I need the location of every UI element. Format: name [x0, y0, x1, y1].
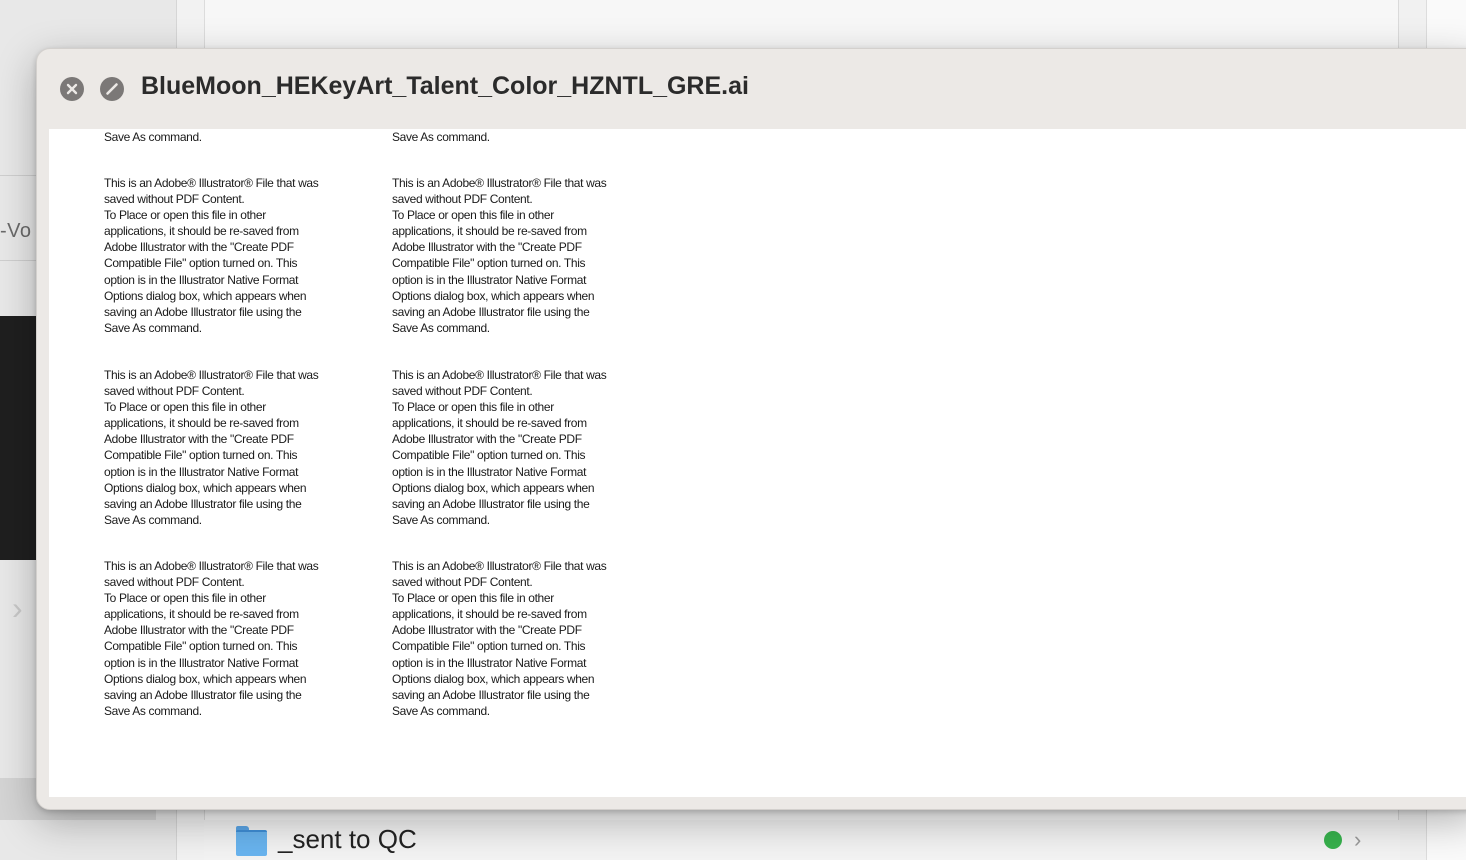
document-preview: [49, 129, 1466, 797]
text-line: Save As command.: [104, 130, 202, 144]
text-line: saved without PDF Content.: [104, 192, 245, 207]
text-line: Options dialog box, which appears when: [392, 288, 595, 303]
folder-name[interactable]: _sent to QC: [278, 824, 417, 854]
text-line: Compatible File" option turned on. This: [392, 639, 586, 654]
quicklook-titlebar[interactable]: [37, 49, 1466, 129]
close-button[interactable]: [60, 77, 84, 101]
text-line: Options dialog box, which appears when: [392, 480, 595, 495]
text-line: Compatible File" option turned on. This: [104, 448, 298, 463]
text-line: saved without PDF Content.: [104, 575, 245, 590]
text-line: Compatible File" option turned on. This: [392, 256, 586, 271]
text-line: Adobe Illustrator with the "Create PDF: [104, 432, 294, 447]
text-line: This is an Adobe® Illustrator® File that was: [104, 559, 319, 573]
text-line: saved without PDF Content.: [392, 575, 533, 590]
text-line: This is an Adobe® Illustrator® File that was: [392, 559, 607, 573]
text-line: saved without PDF Content.: [392, 192, 533, 207]
text-line: This is an Adobe® Illustrator® File that was: [104, 368, 319, 382]
text-line: Options dialog box, which appears when: [104, 671, 307, 686]
text-line: Options dialog box, which appears when: [104, 288, 307, 303]
text-line: Compatible File" option turned on. This: [104, 256, 298, 271]
text-line: Options dialog box, which appears when: [392, 671, 595, 686]
sidebar-divider: [0, 175, 40, 176]
text-line: Save As command.: [104, 320, 202, 335]
quicklook-title: BlueMoon_HEKeyArt_Talent_Color_HZNTL_GRE.ai: [141, 72, 749, 100]
text-line: To Place or open this file in other: [392, 208, 554, 223]
close-icon: [60, 77, 84, 101]
document-paragraph: [392, 367, 642, 528]
fullscreen-button[interactable]: [100, 77, 124, 101]
text-line: applications, it should be re-saved from: [104, 224, 299, 239]
text-line: saving an Adobe Illustrator file using the: [104, 496, 302, 511]
text-line: Adobe Illustrator with the "Create PDF: [104, 623, 294, 638]
text-line: saving an Adobe Illustrator file using the: [392, 496, 590, 511]
text-line: Save As command.: [392, 703, 490, 718]
document-fragment: [104, 129, 354, 145]
document-paragraph: [104, 175, 354, 336]
folder-icon: [236, 826, 267, 854]
text-line: option is in the Illustrator Native Format: [104, 464, 299, 479]
text-line: option is in the Illustrator Native Format: [104, 655, 299, 670]
text-line: saving an Adobe Illustrator file using the: [104, 687, 302, 702]
document-paragraph: [392, 558, 642, 719]
text-line: Compatible File" option turned on. This: [104, 639, 298, 654]
document-paragraph: [104, 558, 354, 719]
status-dot-icon: [1324, 831, 1342, 849]
text-line: option is in the Illustrator Native Format: [392, 272, 587, 287]
document-fragment: [392, 129, 642, 145]
dark-thumbnail: [0, 316, 40, 560]
sidebar-partial-label: -Vo: [0, 220, 32, 242]
text-line: To Place or open this file in other: [104, 400, 266, 415]
text-line: Adobe Illustrator with the "Create PDF: [104, 240, 294, 255]
text-line: saving an Adobe Illustrator file using the: [392, 687, 590, 702]
text-line: This is an Adobe® Illustrator® File that was: [392, 176, 607, 190]
text-line: saving an Adobe Illustrator file using the: [104, 304, 302, 319]
text-line: saved without PDF Content.: [104, 384, 245, 399]
text-line: This is an Adobe® Illustrator® File that was: [392, 368, 607, 382]
chevron-right-icon[interactable]: ›: [1354, 827, 1362, 852]
text-line: To Place or open this file in other: [104, 208, 266, 223]
sidebar-divider: [0, 260, 40, 261]
text-line: option is in the Illustrator Native Format: [392, 655, 587, 670]
text-line: Options dialog box, which appears when: [104, 480, 307, 495]
text-line: option is in the Illustrator Native Format: [104, 272, 299, 287]
text-line: Save As command.: [392, 320, 490, 335]
text-line: saved without PDF Content.: [392, 384, 533, 399]
text-line: Adobe Illustrator with the "Create PDF: [392, 432, 582, 447]
text-line: This is an Adobe® Illustrator® File that was: [104, 176, 319, 190]
text-line: Save As command.: [104, 703, 202, 718]
text-line: To Place or open this file in other: [392, 591, 554, 606]
chevron-right-icon[interactable]: ›: [12, 590, 23, 626]
text-line: saving an Adobe Illustrator file using the: [392, 304, 590, 319]
text-line: applications, it should be re-saved from: [104, 607, 299, 622]
text-line: applications, it should be re-saved from: [392, 224, 587, 239]
document-paragraph: [104, 367, 354, 528]
text-line: Adobe Illustrator with the "Create PDF: [392, 623, 582, 638]
text-line: Compatible File" option turned on. This: [392, 448, 586, 463]
text-line: Save As command.: [104, 512, 202, 527]
text-line: Adobe Illustrator with the "Create PDF: [392, 240, 582, 255]
text-line: To Place or open this file in other: [104, 591, 266, 606]
quicklook-window: [36, 48, 1466, 810]
document-paragraph: [392, 175, 642, 336]
text-line: applications, it should be re-saved from: [392, 607, 587, 622]
text-line: To Place or open this file in other: [392, 400, 554, 415]
text-line: applications, it should be re-saved from: [392, 416, 587, 431]
text-line: option is in the Illustrator Native Format: [392, 464, 587, 479]
text-line: Save As command.: [392, 130, 490, 144]
text-line: Save As command.: [392, 512, 490, 527]
fullscreen-icon: [100, 77, 124, 101]
text-line: applications, it should be re-saved from: [104, 416, 299, 431]
